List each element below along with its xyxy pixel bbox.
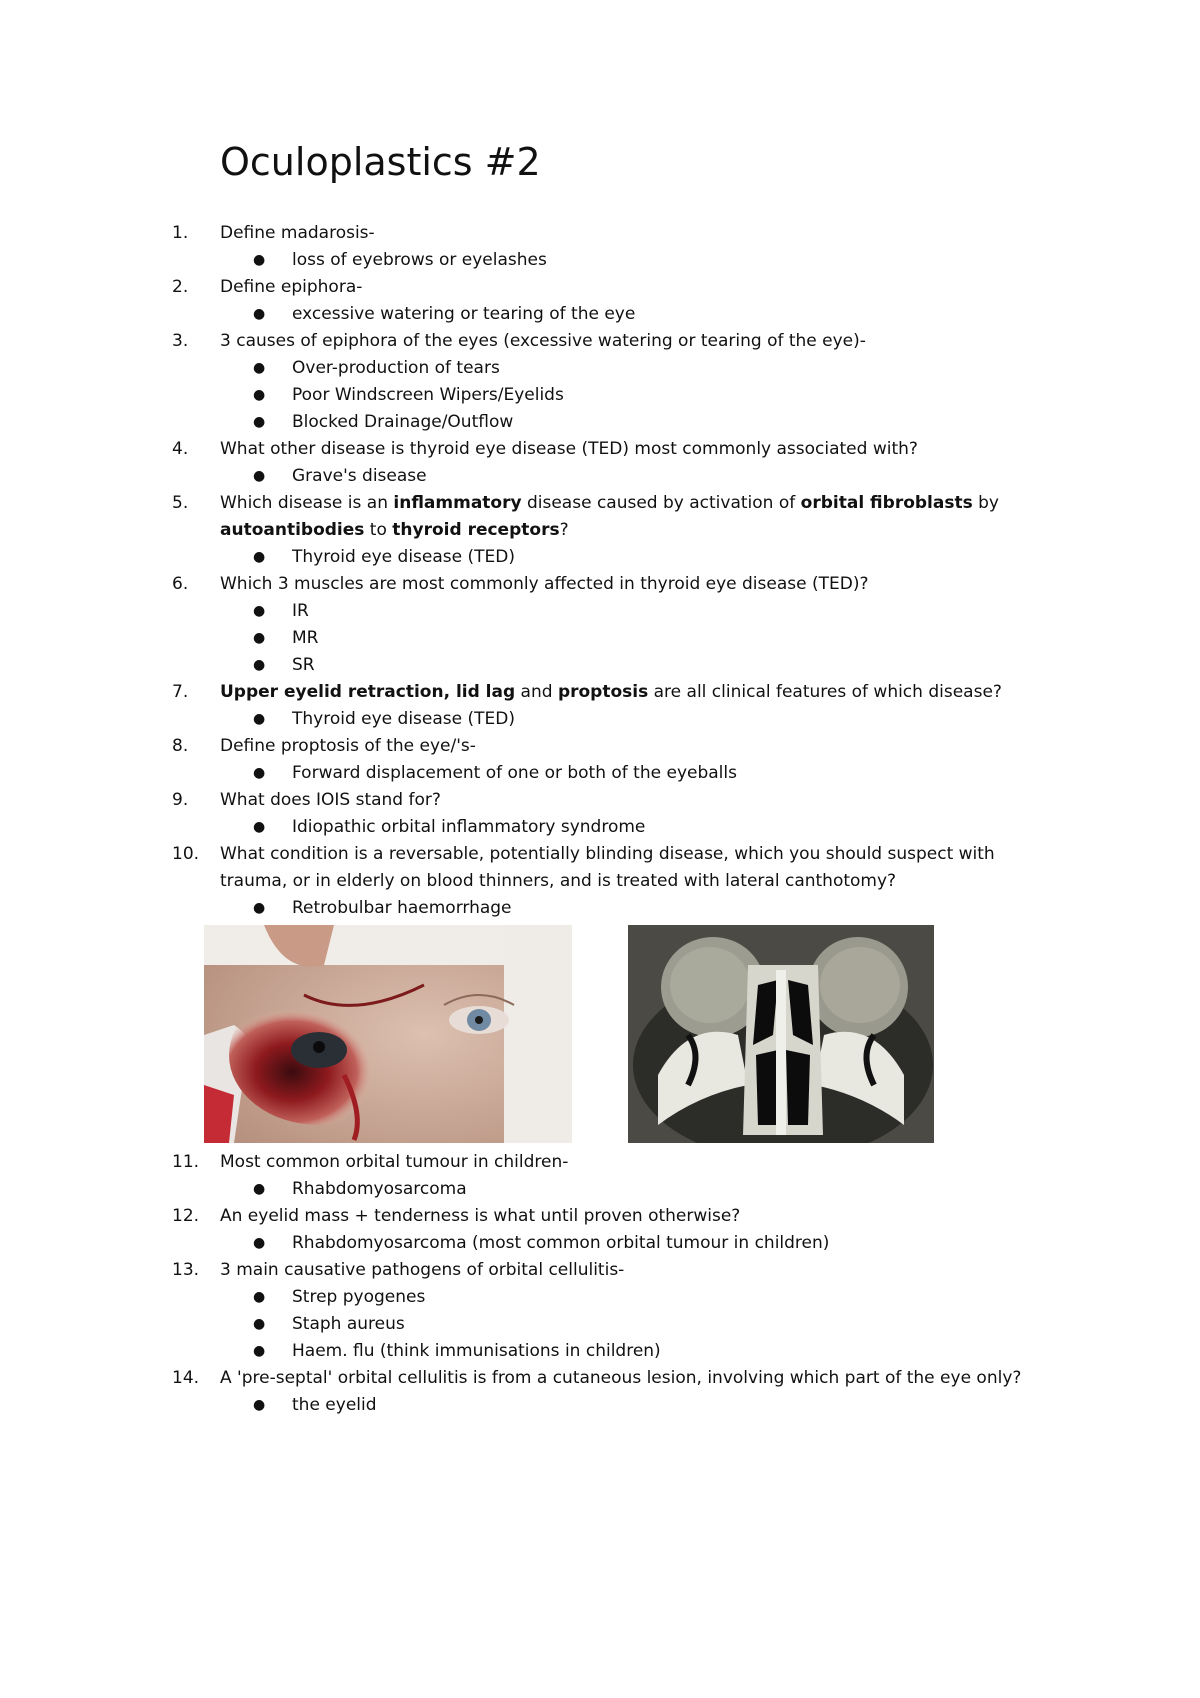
answer-text: Idiopathic orbital inflammatory syndrome <box>292 817 646 837</box>
answer-item <box>0 247 1200 274</box>
question-text-part: Most common orbital tumour in children- <box>220 1152 569 1172</box>
question-number: 6. <box>172 574 189 594</box>
answer-item <box>0 1392 1200 1419</box>
bullet-icon: ● <box>253 360 266 376</box>
question-item <box>0 1149 1200 1176</box>
question-text <box>220 571 1040 598</box>
answer-item <box>0 652 1200 679</box>
answer-text: Retrobulbar haemorrhage <box>292 898 512 918</box>
bullet-icon: ● <box>253 1235 266 1251</box>
question-item <box>0 328 1200 355</box>
bullet-icon: ● <box>253 306 266 322</box>
bullet-icon: ● <box>253 603 266 619</box>
question-text-part: An eyelid mass + tenderness is what until proven otherwise? <box>220 1206 741 1226</box>
question-text-part: Which 3 muscles are most commonly affected in thyroid eye disease (TED)? <box>220 574 869 594</box>
answer-text: Grave's disease <box>292 466 427 486</box>
answer-text: SR <box>292 655 315 675</box>
answer-item <box>0 1176 1200 1203</box>
question-text-part: disease caused by activation of <box>521 493 801 513</box>
bullet-icon: ● <box>253 1343 266 1359</box>
trauma-photo-frame <box>204 925 572 1143</box>
question-text <box>220 1257 1040 1284</box>
bullet-icon: ● <box>253 468 266 484</box>
answer-item <box>0 1338 1200 1365</box>
bullet-icon: ● <box>253 900 266 916</box>
answer-text: Thyroid eye disease (TED) <box>292 709 515 729</box>
question-number: 1. <box>172 223 189 243</box>
bullet-icon: ● <box>253 711 266 727</box>
question-text <box>220 220 1040 247</box>
answer-item <box>0 598 1200 625</box>
question-text <box>220 841 1040 895</box>
answer-text: Strep pyogenes <box>292 1287 426 1307</box>
answer-text: loss of eyebrows or eyelashes <box>292 250 547 270</box>
answer-item <box>0 463 1200 490</box>
question-item <box>0 1203 1200 1230</box>
answer-item <box>0 409 1200 436</box>
question-number: 14. <box>172 1368 200 1388</box>
question-number: 7. <box>172 682 189 702</box>
bullet-icon: ● <box>253 630 266 646</box>
answer-item <box>0 1230 1200 1257</box>
answer-text: Rhabdomyosarcoma (most common orbital tumour in children) <box>292 1233 830 1253</box>
question-text <box>220 328 1040 355</box>
question-number: 3. <box>172 331 189 351</box>
question-text-part: Define proptosis of the eye/'s- <box>220 736 476 756</box>
answer-item <box>0 706 1200 733</box>
bullet-icon: ● <box>253 1316 266 1332</box>
question-text <box>220 787 1040 814</box>
question-item <box>0 571 1200 598</box>
question-text-part: What does IOIS stand for? <box>220 790 441 810</box>
question-text-bold: inflammatory <box>393 493 522 513</box>
question-text <box>220 1365 1040 1392</box>
question-text-part: Which disease is an <box>220 493 394 513</box>
question-text <box>220 436 1040 463</box>
question-item <box>0 436 1200 463</box>
bullet-icon: ● <box>253 765 266 781</box>
question-item <box>0 220 1200 247</box>
answer-item <box>0 1284 1200 1311</box>
trauma-eye-photo <box>204 925 572 1143</box>
question-item <box>0 1365 1200 1392</box>
answer-text: Rhabdomyosarcoma <box>292 1179 467 1199</box>
question-item <box>0 787 1200 814</box>
question-text <box>220 490 1040 544</box>
question-text-part: What condition is a reversable, potentially blinding disease, which you should suspect with trauma, or in elderly on blood thinners, and is treated with lateral canthotomy? <box>220 844 995 891</box>
question-number: 5. <box>172 493 189 513</box>
question-text <box>220 1203 1040 1230</box>
question-text-part: are all clinical features of which disease? <box>648 682 1002 702</box>
question-text-part: 3 main causative pathogens of orbital cellulitis- <box>220 1260 625 1280</box>
answer-item <box>0 625 1200 652</box>
question-item <box>0 274 1200 301</box>
answer-text: Thyroid eye disease (TED) <box>292 547 515 567</box>
bullet-icon: ● <box>253 414 266 430</box>
orbit-ct-scan <box>628 925 934 1143</box>
question-text-bold: thyroid receptors <box>392 520 560 540</box>
answer-text: the eyelid <box>292 1395 377 1415</box>
question-number: 8. <box>172 736 189 756</box>
bullet-icon: ● <box>253 1397 266 1413</box>
bullet-icon: ● <box>253 657 266 673</box>
answer-text: Forward displacement of one or both of the eyeballs <box>292 763 737 783</box>
answer-item <box>0 895 1200 922</box>
bullet-icon: ● <box>253 819 266 835</box>
answer-text: Blocked Drainage/Outflow <box>292 412 514 432</box>
bullet-icon: ● <box>253 549 266 565</box>
answer-item <box>0 382 1200 409</box>
bullet-icon: ● <box>253 252 266 268</box>
ct-scan-frame <box>628 925 934 1143</box>
question-text-part: ? <box>559 520 569 540</box>
image-row <box>0 925 1200 1147</box>
answer-item <box>0 301 1200 328</box>
answer-item <box>0 814 1200 841</box>
question-list <box>0 220 1200 1419</box>
question-text-bold: proptosis <box>557 682 649 702</box>
answer-text: Over-production of tears <box>292 358 500 378</box>
question-item <box>0 733 1200 760</box>
answer-text: IR <box>292 601 309 621</box>
answer-item <box>0 760 1200 787</box>
page-title: Oculoplastics #2 <box>220 140 541 184</box>
answer-text: excessive watering or tearing of the eye <box>292 304 636 324</box>
bullet-icon: ● <box>253 1289 266 1305</box>
answer-item <box>0 1311 1200 1338</box>
question-text-part: by <box>972 493 999 513</box>
answer-text: MR <box>292 628 319 648</box>
question-item <box>0 1257 1200 1284</box>
question-text-part: and <box>515 682 558 702</box>
answer-text: Haem. flu (think immunisations in children) <box>292 1341 661 1361</box>
question-text <box>220 733 1040 760</box>
question-item <box>0 490 1200 544</box>
question-text-part: A 'pre-septal' orbital cellulitis is from a cutaneous lesion, involving which part of the eye only? <box>220 1368 1022 1388</box>
question-text-part: to <box>364 520 393 540</box>
question-item <box>0 841 1200 895</box>
answer-item <box>0 355 1200 382</box>
question-text-part: 3 causes of epiphora of the eyes (excessive watering or tearing of the eye)- <box>220 331 866 351</box>
answer-text: Poor Windscreen Wipers/Eyelids <box>292 385 564 405</box>
question-number: 10. <box>172 844 200 864</box>
question-text-part: What other disease is thyroid eye disease (TED) most commonly associated with? <box>220 439 918 459</box>
question-text-part: Define epiphora- <box>220 277 363 297</box>
question-text-bold: autoantibodies <box>220 520 365 540</box>
question-text-bold: Upper eyelid retraction, lid lag <box>220 682 516 702</box>
question-item <box>0 679 1200 706</box>
answer-text: Staph aureus <box>292 1314 405 1334</box>
question-number: 12. <box>172 1206 200 1226</box>
question-text <box>220 679 1040 706</box>
question-text <box>220 1149 1040 1176</box>
question-number: 13. <box>172 1260 200 1280</box>
question-number: 4. <box>172 439 189 459</box>
bullet-icon: ● <box>253 1181 266 1197</box>
question-number: 9. <box>172 790 189 810</box>
bullet-icon: ● <box>253 387 266 403</box>
question-number: 2. <box>172 277 189 297</box>
question-text-bold: orbital fibroblasts <box>800 493 973 513</box>
question-text <box>220 274 1040 301</box>
question-text-part: Define madarosis- <box>220 223 375 243</box>
answer-item <box>0 544 1200 571</box>
question-number: 11. <box>172 1152 200 1172</box>
